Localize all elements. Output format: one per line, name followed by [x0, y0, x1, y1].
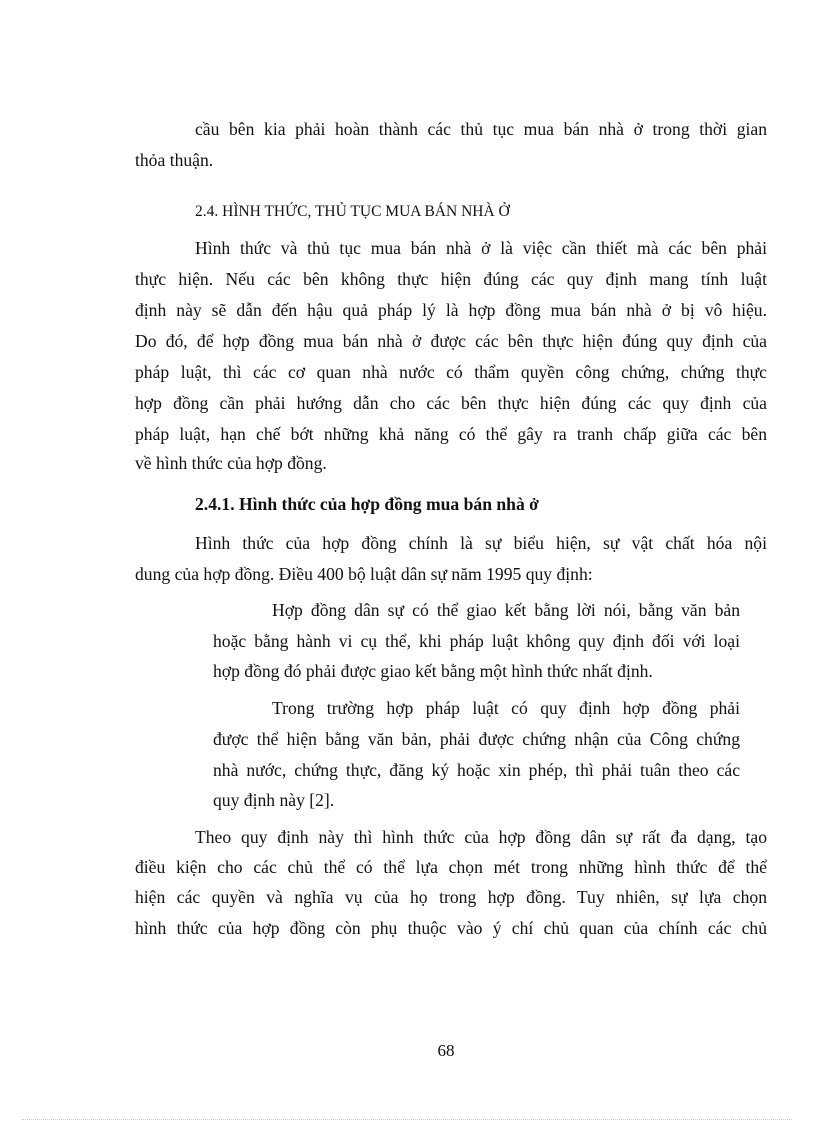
text-line: hiện các quyền và nghĩa vụ của họ trong hợp đồng. Tuy nhiên, sự lựa chọn [135, 887, 767, 907]
text-line: hình thức của hợp đồng còn phụ thuộc vào ý chí chủ quan của chính các chủ [135, 918, 767, 938]
text-line: thực hiện. Nếu các bên không thực hiện đúng các quy định mang tính luật [135, 269, 767, 289]
quote-line: quy định này [2]. [213, 790, 335, 810]
quote-line: nhà nước, chứng thực, đăng ký hoặc xin phép, thì phải tuân theo các [213, 760, 740, 780]
section-heading: 2.4. HÌNH THỨC, THỦ TỤC MUA BÁN NHÀ Ở [195, 203, 510, 220]
text-line: Hình thức của hợp đồng chính là sự biểu hiện, sự vật chất hóa nội [195, 533, 767, 553]
quote-line: hoặc bằng hành vi cụ thể, khi pháp luật không quy định đối với loại [213, 631, 740, 651]
text-line: điều kiện cho các chủ thể có thể lựa chọn mét trong những hình thức để thể [135, 857, 767, 877]
text-line: cầu bên kia phải hoàn thành các thủ tục mua bán nhà ở trong thời gian [195, 119, 767, 139]
text-line: hợp đồng cần phải hướng dẫn cho các bên thực hiện đúng các quy định của [135, 393, 767, 413]
page-bottom-divider [22, 1119, 792, 1120]
text-line: pháp luật, hạn chế bớt những khả năng có thể gây ra tranh chấp giữa các bên [135, 424, 767, 444]
text-line: Do đó, để hợp đồng mua bán nhà ở được các bên thực hiện đúng quy định của [135, 331, 767, 351]
quote-line: được thể hiện bằng văn bản, phải được chứng nhận của Công chứng [213, 729, 740, 749]
text-line: định này sẽ dẫn đến hậu quả pháp lý là hợp đồng mua bán nhà ở bị vô hiệu. [135, 300, 767, 320]
text-line: thỏa thuận. [135, 150, 214, 170]
text-line: về hình thức của hợp đồng. [135, 453, 327, 473]
page-number: 68 [437, 1041, 455, 1060]
quote-line: Hợp đồng dân sự có thể giao kết bằng lời nói, bằng văn bản [272, 600, 740, 620]
text-line: dung của hợp đồng. Điều 400 bộ luật dân sự năm 1995 quy định: [135, 564, 593, 584]
quote-line: hợp đồng đó phải được giao kết bằng một hình thức nhất định. [213, 661, 653, 681]
text-line: Hình thức và thủ tục mua bán nhà ở là việc cần thiết mà các bên phải [195, 238, 767, 258]
quote-line: Trong trường hợp pháp luật có quy định hợp đồng phải [272, 698, 740, 718]
subsection-heading: 2.4.1. Hình thức của hợp đồng mua bán nhà ở [195, 494, 539, 514]
text-line: pháp luật, thì các cơ quan nhà nước có thẩm quyền công chứng, chứng thực [135, 362, 767, 382]
text-line: Theo quy định này thì hình thức của hợp đồng dân sự rất đa dạng, tạo [195, 827, 767, 847]
